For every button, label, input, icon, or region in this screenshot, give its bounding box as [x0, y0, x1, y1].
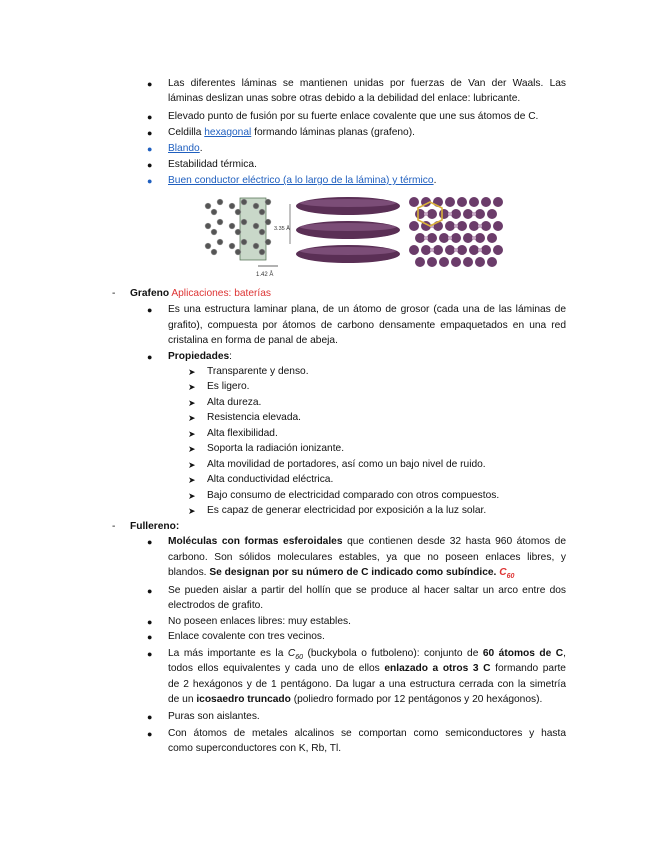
scale-label: 3.35 Å — [274, 226, 290, 232]
propiedades-title: Propiedades: — [168, 351, 232, 362]
bullet-dot: ● — [147, 712, 153, 722]
grafeno-subtitle: Aplicaciones: baterías — [171, 288, 272, 299]
fullereno-text: La más importante es la $C_{60}$ (buckybola o futboleno): conjunto de 60 átomos de C, — [168, 648, 566, 662]
arrow-bullet: ➤ — [188, 444, 196, 454]
graphite-text: Elevado punto de fusión por su fuerte enlace covalente que une sus átomos de C. — [168, 111, 539, 122]
list-dash: - — [112, 288, 116, 299]
conductor-link[interactable]: Buen conductor eléctrico (a lo largo de la lámina) y térmico — [168, 175, 434, 186]
fullereno-text: Enlace covalente con tres vecinos. — [168, 631, 325, 642]
fullereno-text: blandos. Se designan por su número de C indicado como subíndice. $C_{60}$ — [168, 567, 515, 581]
fullereno-text: carbono. Son sólidos moleculares estables, ya que no poseen enlaces libres, y — [168, 552, 566, 563]
fullereno-text: Se pueden aislar a partir del hollín que se produce al hacer saltar un arco entre dos — [168, 585, 566, 596]
hexagonal-link[interactable]: hexagonal — [204, 127, 252, 138]
bullet-dot: ● — [147, 729, 153, 739]
fullereno-text: Moléculas con formas esferoidales que contienen desde 32 hasta 960 átomos de — [168, 536, 566, 547]
property-item: Bajo consumo de electricidad comparado con otros compuestos. — [207, 490, 500, 501]
grafeno-heading: Grafeno Aplicaciones: baterías — [130, 288, 272, 299]
bullet-dot: ● — [147, 649, 153, 659]
arrow-bullet: ➤ — [188, 413, 196, 423]
fullereno-text: de 2 hexágonos y de 1 pentágono. Da lugar a una estructura cerrada con la simetría — [168, 679, 566, 690]
fullereno-text: todos ellos equivalentes y cada uno de ellos enlazado a otros 3 C formando parte — [168, 663, 566, 674]
graphite-text: Las diferentes láminas se mantienen unidas por fuerzas de Van der Waals. Las — [168, 78, 566, 89]
bullet-dot: ● — [147, 128, 153, 138]
property-item: Resistencia elevada. — [207, 412, 302, 423]
top-view-lattice — [406, 194, 503, 274]
fullereno-text: de un icosaedro truncado (poliedro formado por 12 pentágonos y 20 hexágonos). — [168, 694, 543, 705]
grafeno-desc: cristalina en forma de panal de abeja. — [168, 335, 338, 346]
grafeno-desc: Es una estructura laminar plana, de un átomo de grosor (cada una de las láminas de — [168, 304, 566, 315]
bullet-dot: ● — [147, 305, 153, 315]
list-dash: - — [112, 521, 116, 532]
grafeno-desc: grafito), compuesta por átomos de carbono densamente empaquetados en una red — [168, 320, 566, 331]
graphite-text: Buen conductor eléctrico (a lo largo de la lámina) y térmico. — [168, 175, 437, 186]
bullet-dot: ● — [147, 144, 153, 154]
bullet-dot: ● — [147, 112, 153, 122]
fullereno-text: electrodos de grafito. — [168, 600, 264, 611]
bullet-dot: ● — [147, 176, 153, 186]
property-item: Es ligero. — [207, 381, 250, 392]
arrow-bullet: ➤ — [188, 475, 196, 485]
graphite-text: Celdilla hexagonal formando láminas planas (grafeno). — [168, 127, 415, 138]
graphite-text: Blando. — [168, 143, 203, 154]
bullet-dot: ● — [147, 537, 153, 547]
graphite-text: láminas deslizan unas sobre otras debido a la debilidad del enlace: lubricante. — [168, 93, 521, 104]
arrow-bullet: ➤ — [188, 398, 196, 408]
fullereno-heading: Fullereno: — [130, 521, 180, 532]
bullet-dot: ● — [147, 586, 153, 596]
bullet-dot: ● — [147, 160, 153, 170]
bullet-dot: ● — [147, 352, 153, 362]
arrow-bullet: ➤ — [188, 429, 196, 439]
cell-label: 1.42 Å — [256, 272, 274, 278]
property-item: Alta movilidad de portadores, así como un bajo nivel de ruido. — [207, 459, 486, 470]
arrow-bullet: ➤ — [188, 382, 196, 392]
blando-link[interactable]: Blando — [168, 143, 200, 154]
fullereno-text: No poseen enlaces libres: muy estables. — [168, 616, 351, 627]
property-item: Alta dureza. — [207, 397, 262, 408]
property-item: Alta conductividad eléctrica. — [207, 474, 334, 485]
arrow-bullet: ➤ — [188, 460, 196, 470]
fullereno-text: como superconductores con K, Rb, Tl. — [168, 743, 342, 754]
property-item: Es capaz de generar electricidad por exposición a la luz solar. — [207, 505, 487, 516]
bullet-dot: ● — [147, 79, 153, 89]
graphite-structure-figure — [198, 190, 508, 280]
property-item: Soporta la radiación ionizante. — [207, 443, 345, 454]
arrow-bullet: ➤ — [188, 491, 196, 501]
arrow-bullet: ➤ — [188, 506, 196, 516]
bullet-dot: ● — [147, 617, 153, 627]
bullet-dot: ● — [147, 632, 153, 642]
fullereno-text: Con átomos de metales alcalinos se comportan como semiconductores y hasta — [168, 728, 566, 739]
property-item: Alta flexibilidad. — [207, 428, 278, 439]
fullereno-text: Puras son aislantes. — [168, 711, 260, 722]
arrow-bullet: ➤ — [188, 367, 196, 377]
graphite-text: Estabilidad térmica. — [168, 159, 257, 170]
property-item: Transparente y denso. — [207, 366, 309, 377]
